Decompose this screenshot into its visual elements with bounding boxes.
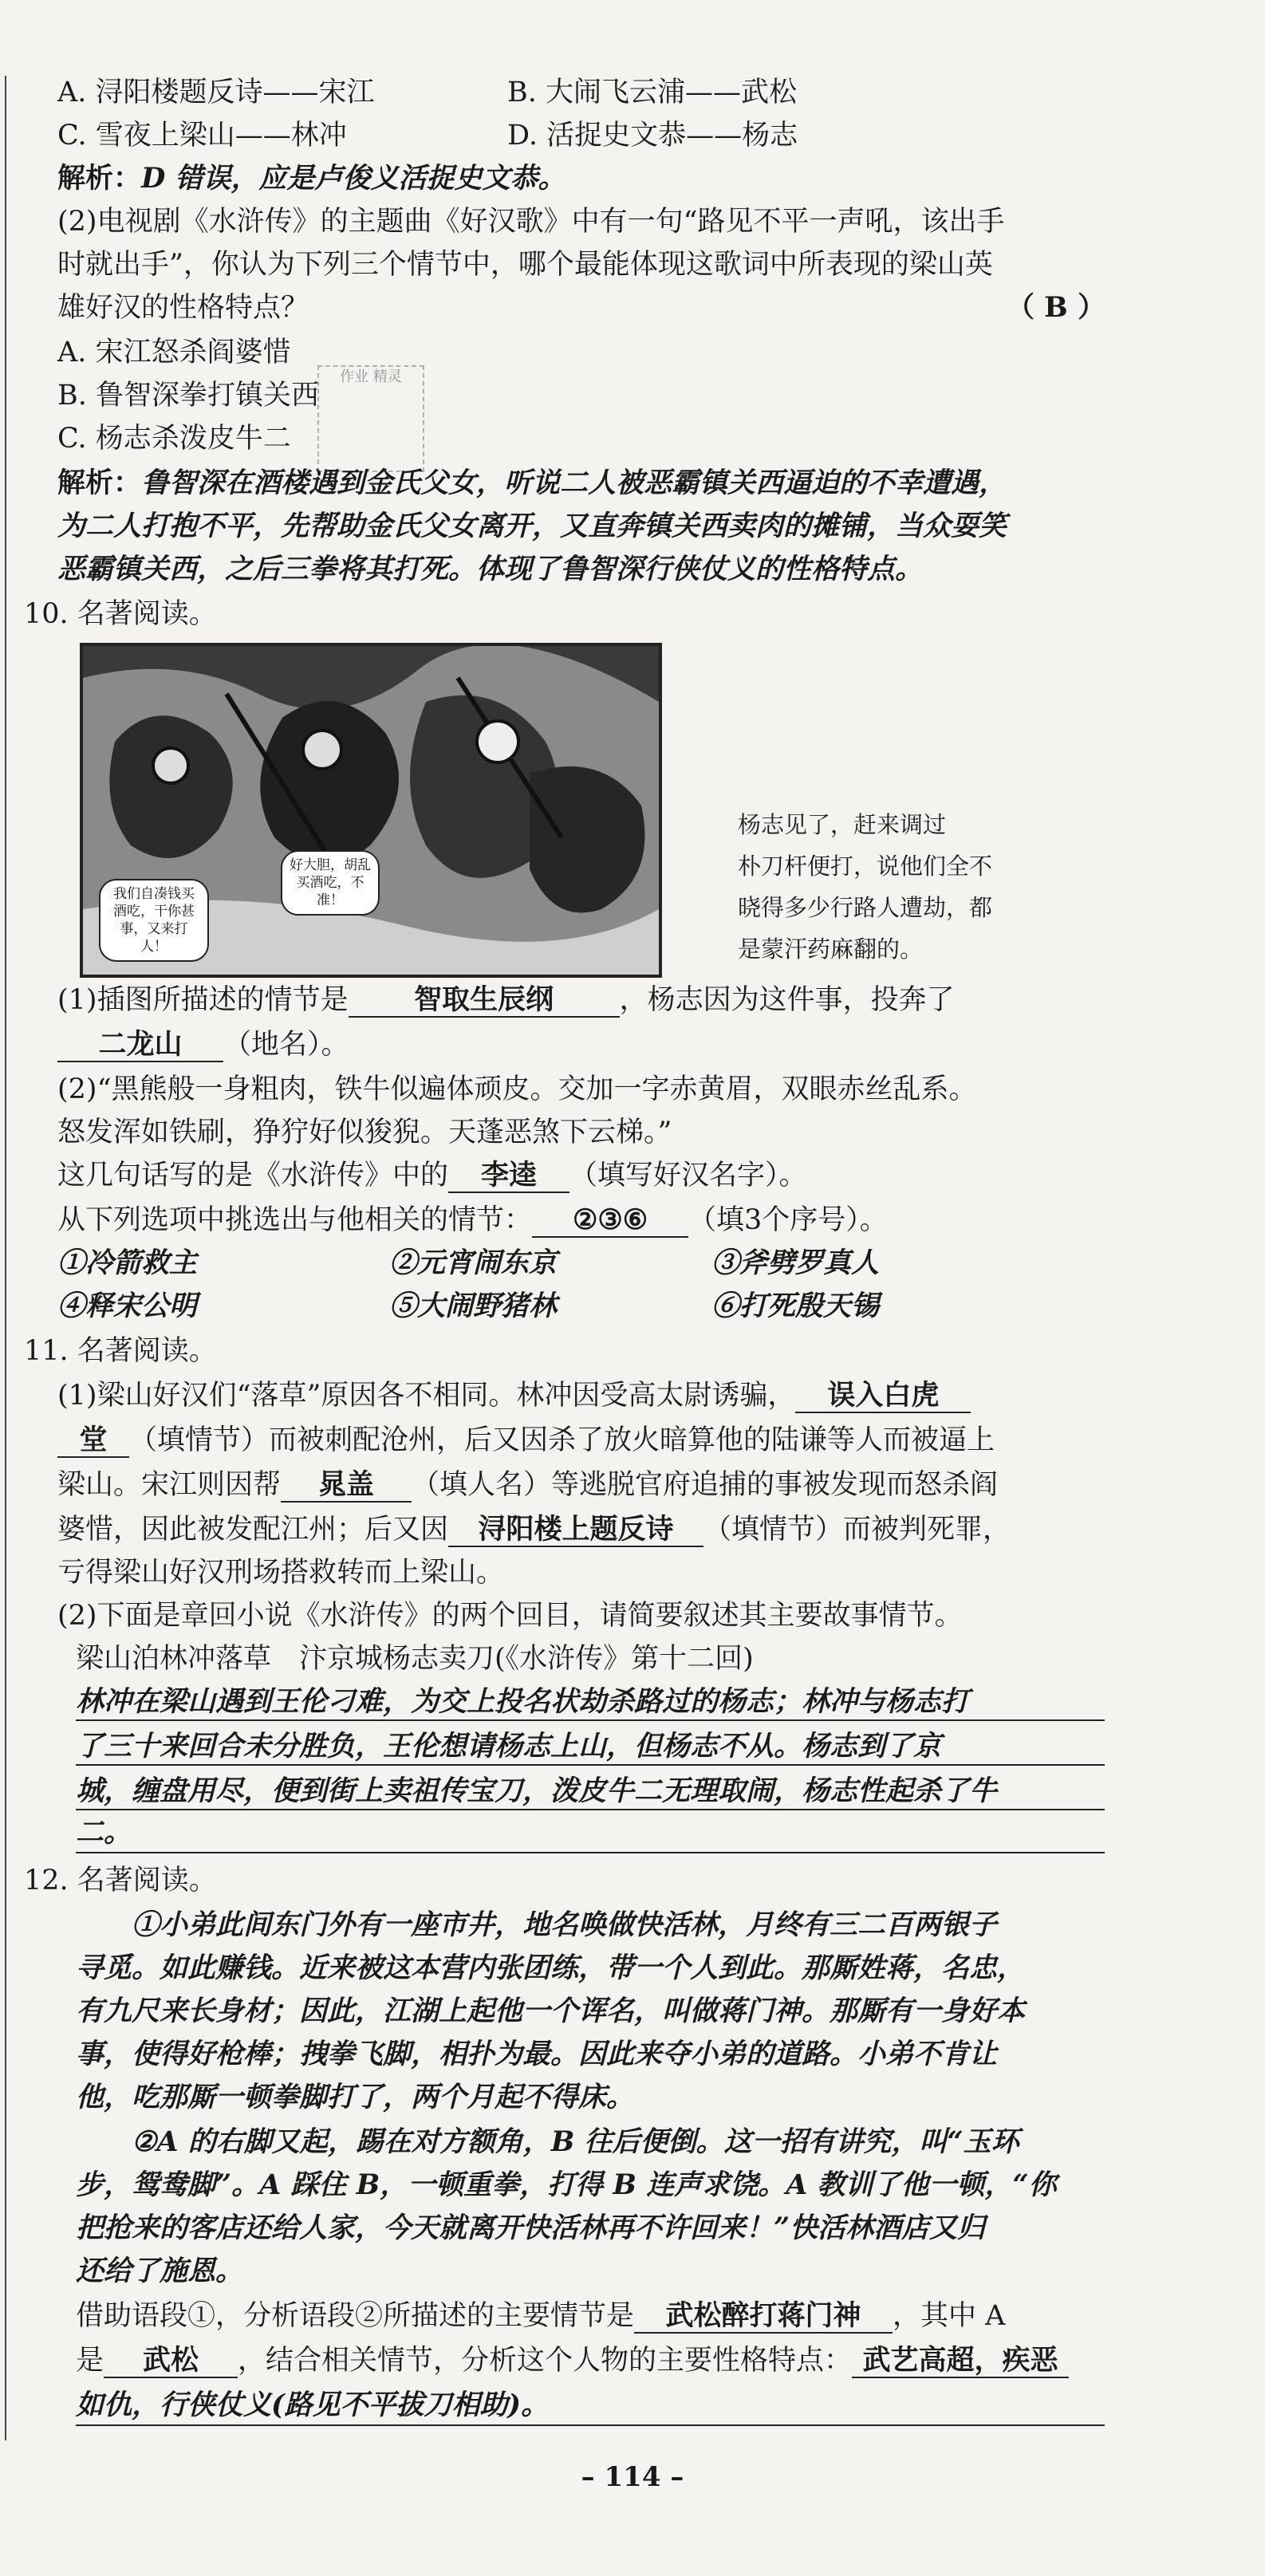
explanation-1 xyxy=(57,161,566,196)
q10-sub1-line1: (1)插图所描述的情节是 智取生辰纲 ，杨志因为这件事，投奔了 xyxy=(57,983,955,1016)
option-d: D. 活捉史文恭——杨志 xyxy=(507,120,798,152)
answer-blank: 李逵 xyxy=(448,1160,569,1193)
q11-sub1-line5: 亏得梁山好汉刑场搭救转而上梁山。 xyxy=(57,1557,505,1589)
answer-blank: 武松 xyxy=(104,2345,238,2378)
q12-passage2-line2: 步，鸳鸯脚”。A 踩住 B，一顿重拳，打得 B 连声求饶。A 教训了他一顿，“你 xyxy=(76,2168,1057,2201)
q9-sub2-option-a: A. 宋江怒杀阎婆惜 xyxy=(57,337,291,368)
q11-answer-line4: 二。 xyxy=(76,1816,132,1849)
illustration-caption-4: 是蒙汗药麻翻的。 xyxy=(738,935,924,963)
q10-sub2-line2: 怒发浑如铁刷，狰狞好似狻猊。天蓬恶煞下云梯。” xyxy=(57,1117,672,1148)
speech-bubble-right: 好大胆，胡乱 买酒吃，不 准！ xyxy=(281,850,380,916)
q11-sub1-line4: 婆惜，因此被发配江州；后又因 浔阳楼上题反诗 （填情节）而被判死罪， xyxy=(57,1513,1011,1546)
answer-blank: 晁盖 xyxy=(281,1469,412,1503)
q10-option-6: ⑥打死殷天锡 xyxy=(711,1290,880,1322)
answer-blank: 武艺高超，疾恶 xyxy=(852,2345,1069,2378)
answer-blank: 武松醉打蒋门神 xyxy=(634,2300,893,2334)
q11-answer-line3: 城，缠盘用尽，便到街上卖祖传宝刀，泼皮牛二无理取闹，杨志性起杀了牛 xyxy=(76,1774,998,1807)
answer-rule xyxy=(76,2424,1105,2426)
q12-question-line2: 是 武松 ，结合相关情节，分析这个人物的主要性格特点： 武艺高超，疾恶 xyxy=(76,2343,1069,2378)
answer-rule xyxy=(76,1764,1105,1766)
explanation-2-line3: 恶霸镇关西，之后三拳将其打死。体现了鲁智深行侠仗义的性格特点。 xyxy=(57,553,924,585)
answer-rule xyxy=(76,1809,1105,1810)
q9-sub2-line2: 时就出手”，你认为下列三个情节中，哪个最能体现这歌词中所表现的梁山英 xyxy=(57,249,993,281)
illustration-caption-3: 晓得多少行路人遭劫，都 xyxy=(738,894,993,921)
answer-blank: 误入白虎 xyxy=(795,1380,971,1413)
q11-answer-line2: 了三十来回合未分胜负，王伦想请杨志上山，但杨志不从。杨志到了京 xyxy=(76,1730,942,1763)
answer-blank: 堂 xyxy=(57,1424,129,1458)
option-a: A. 浔阳楼题反诗——宋江 xyxy=(57,77,375,108)
illustration-caption-1: 杨志见了，赶来调过 xyxy=(738,811,947,838)
answer-blank: 浔阳楼上题反诗 xyxy=(448,1514,703,1547)
speech-bubble-left: 我们自凑钱买 酒吃，干你甚 事，又来打人！ xyxy=(99,879,209,962)
explanation-2-line2: 为二人打抱不平，先帮助金氏父女离开，又直奔镇关西卖肉的摊铺，当众耍笑 xyxy=(57,510,1007,542)
margin-line xyxy=(5,76,6,2440)
q12-question-line1: 借助语段①，分析语段②所描述的主要情节是 武松醉打蒋门神 ，其中 A xyxy=(76,2299,1006,2332)
q10-option-3: ③斧劈罗真人 xyxy=(711,1247,880,1279)
explanation-text: D 错误，应是卢俊义活捉史文恭。 xyxy=(141,162,566,195)
option-c: C. 雪夜上梁山——林冲 xyxy=(57,120,347,152)
q11-sub1-line3: 梁山。宋江则因帮 晁盖 （填人名）等逃脱官府追捕的事被发现而怒杀阎 xyxy=(57,1468,999,1501)
q9-sub2-answer: （ B ） xyxy=(1007,291,1105,324)
answer-blank: 智取生辰纲 xyxy=(349,984,620,1018)
q12-answer-line2: 如仇，行侠仗义(路见不平拔刀相助)。 xyxy=(76,2389,550,2421)
option-b: B. 大闹飞云浦——武松 xyxy=(507,77,797,108)
q10-option-4: ④释宋公明 xyxy=(57,1290,198,1322)
comic-illustration xyxy=(80,643,662,978)
q10-sub1-line2: 二龙山 （地名）。 xyxy=(57,1027,349,1062)
q12-passage1-line5: 他，吃那厮一顿拳脚打了，两个月起不得床。 xyxy=(76,2081,635,2113)
q12-passage1-line2: 寻觅。如此赚钱。近来被这本营内张团练，带一个人到此。那厮姓蒋，名忠， xyxy=(76,1952,1026,1984)
q9-sub2-option-c: C. 杨志杀泼皮牛二 xyxy=(57,423,291,455)
q11-sub1-line1: (1)梁山好汉们“落草”原因各不相同。林冲因受高太尉诱骗， 误入白虎 xyxy=(57,1378,971,1413)
answer-rule xyxy=(76,1852,1105,1853)
illustration-caption-2: 朴刀杆便打，说他们全不 xyxy=(738,853,993,880)
q11-sub2-prompt: (2)下面是章回小说《水浒传》的两个回目，请简要叙述其主要故事情节。 xyxy=(57,1600,963,1632)
q12-passage1-line4: 事，使得好枪棒；拽拳飞脚，相扑为最。因此来夺小弟的道路。小弟不肯让 xyxy=(76,2038,998,2070)
q11-chapter-titles: 梁山泊林冲落草 汴京城杨志卖刀(《水浒传》第十二回) xyxy=(76,1643,754,1675)
q9-sub2-option-b: B. 鲁智深拳打镇关西 xyxy=(57,380,319,412)
watermark-stamp: 作业 精灵 xyxy=(317,365,424,472)
q9-sub2-line1: (2)电视剧《水浒传》的主题曲《好汉歌》中有一句“路见不平一声吼，该出手 xyxy=(57,206,1005,238)
answer-blank: 二龙山 xyxy=(57,1029,223,1062)
q12-title: 12. 名著阅读。 xyxy=(24,1865,217,1897)
q11-sub1-line2: 堂 （填情节）而被刺配沧州，后又因杀了放火暗算他的陆谦等人而被逼上 xyxy=(57,1423,995,1458)
page-number: – 114 – xyxy=(581,2461,684,2493)
q11-answer-line1: 林冲在梁山遇到王伦刁难，为交上投名状劫杀路过的杨志；林冲与杨志打 xyxy=(76,1685,970,1718)
q10-option-2: ②元宵闹东京 xyxy=(389,1247,558,1279)
answer-rule xyxy=(76,1719,1105,1721)
answer-blank: ②③⑥ xyxy=(532,1204,688,1238)
q12-passage1-line1: ①小弟此间东门外有一座市井，地名唤做快活林，月终有三二百两银子 xyxy=(132,1908,998,1941)
q12-passage2-line3: 把抢来的客店还给人家，今天就离开快活林再不许回来！”快活林酒店又归 xyxy=(76,2212,986,2244)
q12-passage2-line4: 还给了施恩。 xyxy=(76,2255,244,2287)
explanation-label: 解析： xyxy=(57,467,142,499)
explanation-2-line1: 解析：鲁智深在酒楼遇到金氏父女，听说二人被恶霸镇关西逼迫的不幸遭遇， xyxy=(57,467,1007,499)
q10-sub2-line1: (2)“黑熊般一身粗肉，铁牛似遍体顽皮。交加一字赤黄眉，双眼赤丝乱系。 xyxy=(57,1073,977,1105)
q10-sub2-line4: 从下列选项中挑选出与他相关的情节： ②③⑥ （填3个序号）。 xyxy=(57,1203,888,1236)
q10-option-1: ①冷箭救主 xyxy=(57,1247,198,1279)
q12-passage2-line1: ②A 的右脚又起，踢在对方额角，B 往后便倒。这一招有讲究，叫“玉环 xyxy=(132,2125,1019,2158)
q12-passage1-line3: 有九尺来长身材；因此，江湖上起他一个诨名，叫做蒋门神。那厮有一身好本 xyxy=(76,1995,1026,2027)
q10-sub2-line3: 这几句话写的是《水浒传》中的 李逵 （填写好汉名字）。 xyxy=(57,1159,807,1191)
q9-sub2-line3: 雄好汉的性格特点？ xyxy=(57,292,309,324)
q10-option-5: ⑤大闹野猪林 xyxy=(389,1290,558,1322)
explanation-label: 解析： xyxy=(57,163,142,195)
q10-title: 10. 名著阅读。 xyxy=(24,598,217,630)
q11-title: 11. 名著阅读。 xyxy=(24,1335,217,1367)
